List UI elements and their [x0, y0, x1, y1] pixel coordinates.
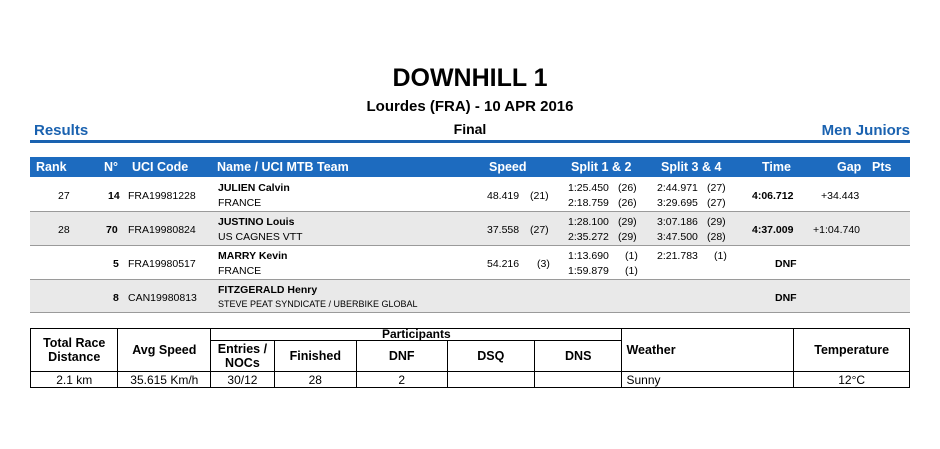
col-split34: Split 3 & 4 [661, 160, 722, 174]
avg-speed-value: 35.615 Km/h [118, 372, 211, 388]
gap-cell: +1:04.740 [813, 224, 861, 236]
split2: 2:35.272 [568, 231, 609, 243]
split2-rank: (1) [625, 265, 638, 277]
dsq-value [447, 372, 534, 388]
bib-cell: 14 [108, 190, 120, 202]
col-gap: Gap [837, 160, 862, 174]
finished-value: 28 [274, 372, 356, 388]
speed-rank: (27) [530, 224, 549, 236]
split3: 2:44.971 [657, 182, 698, 194]
split4-rank: (28) [707, 231, 726, 243]
table-row [30, 280, 910, 313]
split3-rank: (1) [714, 250, 727, 262]
dns-header: DNS [535, 341, 622, 372]
col-uci-code: UCI Code [132, 160, 189, 174]
uci-code-cell: FRA19981228 [128, 190, 196, 202]
dns-value [535, 372, 622, 388]
temperature-value: 12°C [794, 372, 910, 388]
bib-cell: 5 [113, 258, 119, 270]
participants-header: Participants [211, 329, 622, 341]
weather-header: Weather [622, 329, 794, 372]
stage-label: Final [453, 121, 487, 137]
rider-team: FRANCE [218, 265, 262, 277]
avg-speed-header: Avg Speed [118, 329, 211, 372]
entries-value: 30/12 [211, 372, 275, 388]
col-time: Time [762, 160, 791, 174]
split4: 3:29.695 [657, 197, 698, 209]
split2-rank: (26) [618, 197, 637, 209]
split1: 1:13.690 [568, 250, 609, 262]
distance-value: 2.1 km [31, 372, 118, 388]
rider-team: STEVE PEAT SYNDICATE / UBERBIKE GLOBAL [218, 299, 418, 309]
table-row [30, 178, 910, 211]
speed-cell: 37.558 [487, 224, 520, 236]
category-label: Men Juniors [821, 122, 910, 139]
split3: 3:07.186 [657, 216, 698, 228]
bib-cell: 70 [106, 224, 118, 236]
gap-cell: +34.443 [821, 190, 860, 202]
page-title: DOWNHILL 1 [392, 64, 548, 92]
speed-cell: 54.216 [487, 258, 520, 270]
time-cell: 4:37.009 [752, 224, 794, 236]
distance-header: Total Race Distance [31, 329, 118, 372]
col-no: N° [104, 160, 119, 174]
split2-rank: (29) [618, 231, 637, 243]
col-rank: Rank [36, 160, 67, 174]
split2: 1:59.879 [568, 265, 609, 277]
split3: 2:21.783 [657, 250, 698, 262]
time-cell: 4:06.712 [752, 190, 794, 202]
temperature-header: Temperature [794, 329, 910, 372]
row-divider [30, 312, 910, 313]
entries-header: Entries / NOCs [211, 341, 275, 372]
col-pts: Pts [872, 160, 892, 174]
rank-cell: 28 [58, 224, 70, 236]
table-row [30, 212, 910, 245]
speed-cell: 48.419 [487, 190, 520, 202]
rider-team: US CAGNES VTT [218, 231, 303, 243]
split4-rank: (27) [707, 197, 726, 209]
event-subtitle: Lourdes (FRA) - 10 APR 2016 [366, 98, 574, 115]
dnf-value: 2 [356, 372, 447, 388]
rider-name: JUSTINO Louis [218, 216, 295, 228]
bib-cell: 8 [113, 292, 119, 304]
rider-name: JULIEN Calvin [218, 182, 290, 194]
weather-value: Sunny [622, 372, 794, 388]
header-rule [30, 140, 910, 143]
split3-rank: (27) [707, 182, 726, 194]
finished-header: Finished [274, 341, 356, 372]
table-row [30, 246, 910, 279]
time-cell: DNF [775, 258, 797, 270]
race-summary-table [30, 328, 910, 388]
split3-rank: (29) [707, 216, 726, 228]
rider-team: FRANCE [218, 197, 262, 209]
split1: 1:25.450 [568, 182, 609, 194]
split1-rank: (29) [618, 216, 637, 228]
section-label: Results [34, 122, 89, 139]
speed-rank: (3) [537, 258, 550, 270]
split2: 2:18.759 [568, 197, 609, 209]
dnf-header: DNF [356, 341, 447, 372]
time-cell: DNF [775, 292, 797, 304]
split1-rank: (1) [625, 250, 638, 262]
split1: 1:28.100 [568, 216, 609, 228]
split4: 3:47.500 [657, 231, 698, 243]
uci-code-cell: FRA19980824 [128, 224, 196, 236]
results-table-header [30, 157, 910, 177]
speed-rank: (21) [530, 190, 549, 202]
col-split12: Split 1 & 2 [571, 160, 632, 174]
col-speed: Speed [489, 160, 527, 174]
rider-name: FITZGERALD Henry [218, 284, 318, 296]
col-name: Name / UCI MTB Team [217, 160, 349, 174]
uci-code-cell: CAN19980813 [128, 292, 197, 304]
rank-cell: 27 [58, 190, 70, 202]
rider-name: MARRY Kevin [218, 250, 288, 262]
dsq-header: DSQ [447, 341, 534, 372]
split1-rank: (26) [618, 182, 637, 194]
uci-code-cell: FRA19980517 [128, 258, 196, 270]
